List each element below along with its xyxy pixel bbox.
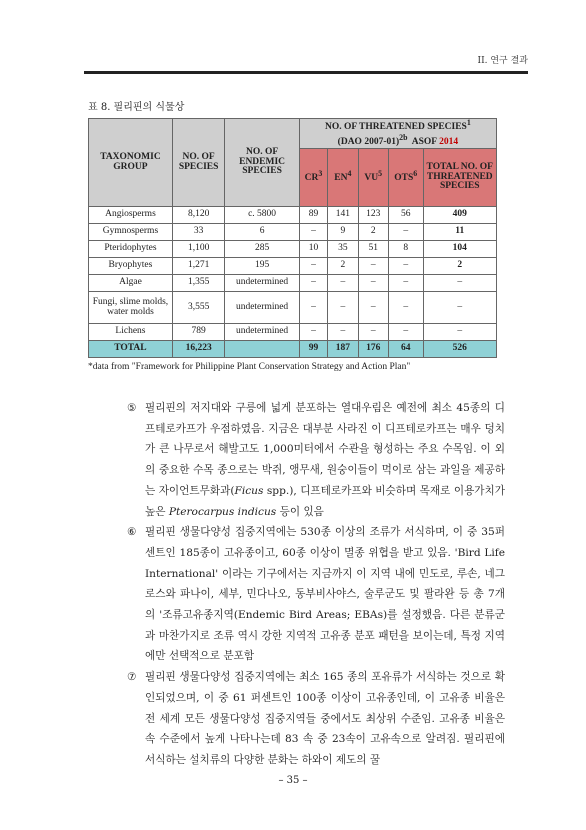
header-total-threatened: TOTAL NO. OF THREATENED SPECIES xyxy=(423,149,496,207)
header-vu: $VU^5$ xyxy=(358,149,388,207)
threatened-year: 2014 xyxy=(439,136,459,147)
list-item: ⑥ 필리핀 생물다양성 집중지역에는 530종 이상의 조류가 서식하며, 이 중 35퍼센트인 185종이 고유종이고, 60종 이상이 멸종 위협을 받고 있음. 'Bird Life International' 이라는 기구에서는 지금까지 이 지역 내에 민도로, 루손, 네그로스와 파나이, 세부, 민다나오, 동부비사야스, 술루군도 및 팔라완 등 총 7개의 '조류고유종지역(Endemic Bird Areas; EBAs)를 설정했음. 다른 분류군과 마찬가지로 조류 역시 강한 지역적 고유종 분포 패턴을 보이는데, 특정 지역에만 선택적으로 분포함 xyxy=(127,522,505,667)
body-text xyxy=(127,398,505,771)
item-number: ⑥ xyxy=(127,526,137,539)
threatened-title: NO. OF THREATENED SPECIES xyxy=(325,122,467,133)
page-number: – 35 – xyxy=(278,775,308,786)
footnote-2b: 2b xyxy=(399,132,408,142)
table-caption: 표 8. 필리핀의 식물상 xyxy=(88,102,185,113)
header-ots: OTS$^6$ xyxy=(388,149,423,207)
item-number: ⑦ xyxy=(127,671,137,684)
item-number: ⑤ xyxy=(127,402,137,414)
italic-species: Pterocarpus indicus xyxy=(168,505,277,518)
running-head: II. 연구 결과 xyxy=(477,56,528,66)
table-total-row: TOTAL 16,223 99 187 176 64 526 xyxy=(89,341,497,358)
flora-table xyxy=(88,118,497,358)
footnote-1: 1 xyxy=(466,118,471,128)
table-row: Angiosperms 8,120 c. 5800 89 141 123 56 409 xyxy=(89,207,497,224)
header-en: $EN^4$ xyxy=(328,149,358,207)
threatened-asof: ASOF xyxy=(411,136,437,147)
header-cr: $CR^3$ xyxy=(299,149,327,207)
header-rule xyxy=(84,71,528,74)
table-row: Fungi, slime molds, water molds 3,555 undetermined – – – – – xyxy=(89,292,497,324)
italic-genus: Ficus xyxy=(234,484,264,497)
header-threatened-species xyxy=(299,119,496,149)
header-endemic-species: NO. OF ENDEMIC SPECIES xyxy=(225,119,299,207)
header-no-of-species: NO. OF SPECIES xyxy=(172,119,224,207)
table-row: Lichens 789 undetermined – – – – – xyxy=(89,324,497,341)
threatened-dao: (DAO 2007-01) xyxy=(337,136,400,147)
list-item: ⑦ 필리핀 생물다양성 집중지역에는 최소 165 종의 포유류가 서식하는 것으로 확인되었으며, 이 중 61 퍼센트인 100종 이상이 고유종인데, 이 고유종 비율은 전 세계 모든 생물다양성 집중지역들 중에서도 최상위 수준임. 고유종 비율은 속 수준에서 높게 나타나는데 83 속 중 23속이 고유속으로 알려짐. 필리핀에 서식하는 설치류의 다양한 분화는 하와이 제도의 꿀 xyxy=(127,667,505,771)
header-taxonomic-group: TAXONOMIC GROUP xyxy=(89,119,173,207)
table-row: Bryophytes 1,271 195 – 2 – – 2 xyxy=(89,258,497,275)
table-row: Pteridophytes 1,100 285 10 35 51 8 104 xyxy=(89,241,497,258)
table-source-note: *data from "Framework for Philippine Plant Conservation Strategy and Action Plan" xyxy=(88,362,411,372)
table-row: Gymnosperms 33 6 – 9 2 – 11 xyxy=(89,224,497,241)
list-item: ⑤ 필리핀의 저지대와 구릉에 넓게 분포하는 열대우림은 예전에 최소 45종의 디프테로카프가 우점하였음. 지금은 대부분 사라진 이 디프테로카프는 매우 덩치가 큰 나무로서 해발고도 1,000미터에서 수관을 형성하는 주요 수목임. 이 외의 중요한 수목 종으로는 박쥐, 앵무새, 원숭이들이 먹이로 삼는 과일을 제공하는 자이언트무화과(Ficus spp.), 디프테로카프와 비슷하며 목재로 이용가치가 높은 Pterocarpus indicus 등이 있음 xyxy=(127,398,505,522)
table-row: Algae 1,355 undetermined – – – – – xyxy=(89,275,497,292)
